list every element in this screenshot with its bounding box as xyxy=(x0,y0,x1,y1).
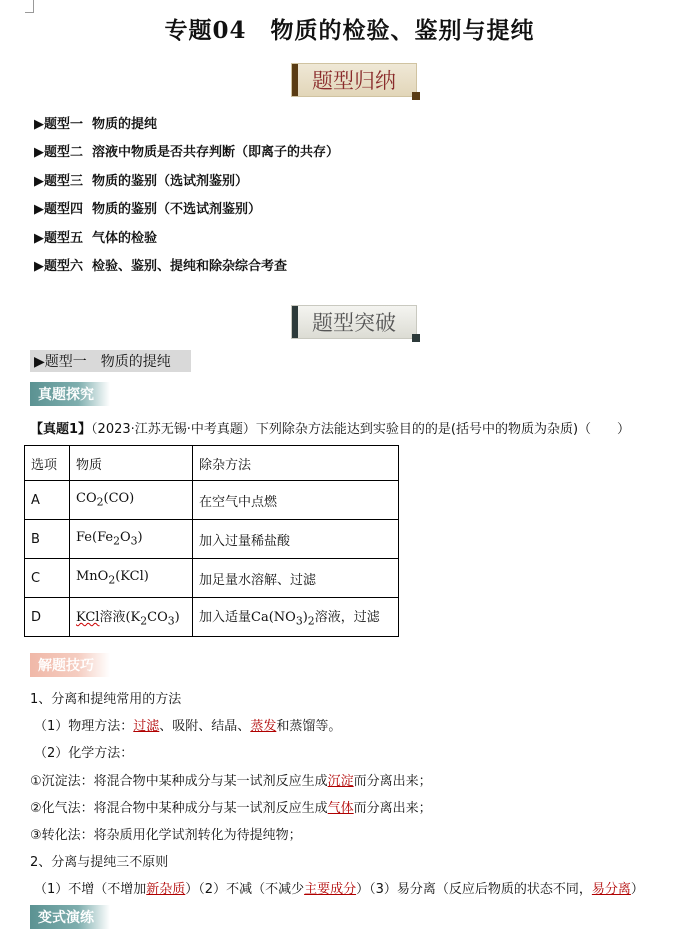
answer-blank: 蒸发 xyxy=(250,719,277,734)
tag-variant-practice: 变式演练 xyxy=(30,905,110,929)
answer-blank: 易分离 xyxy=(591,882,631,897)
method-text: 在空气中点燃 xyxy=(193,481,399,520)
method-text: 加入过量稀盐酸 xyxy=(193,520,399,559)
text: 而分离出来； xyxy=(353,801,432,816)
header-substance: 物质 xyxy=(70,446,193,481)
toc-text: 气体的检验 xyxy=(92,230,158,246)
options-table xyxy=(24,445,399,637)
option-letter: C xyxy=(25,559,70,598)
banner-question-types: 题型归纳 xyxy=(291,63,417,97)
tips-gasification xyxy=(30,797,432,816)
tips-heading-2: 2、分离与提纯三不原则 xyxy=(30,855,169,870)
method-text: 加足量水溶解、过滤 xyxy=(193,559,399,598)
option-letter: B xyxy=(25,520,70,559)
toc-item xyxy=(34,222,339,251)
table-row xyxy=(25,520,399,559)
substance-formula: $Fe(Fe_2O_3)$ xyxy=(70,520,193,559)
header-method: 除杂方法 xyxy=(193,446,399,481)
answer-blank: 过滤 xyxy=(133,719,160,734)
text: ） xyxy=(630,882,644,897)
option-letter: A xyxy=(25,481,70,520)
toc-text: 溶液中物质是否共存判断（即离子的共存） xyxy=(92,145,340,161)
question-type-list xyxy=(34,108,339,279)
text: ）（3）易分离（反应后物质的状态不同， xyxy=(356,882,592,897)
tips-principles xyxy=(34,878,644,897)
toc-text: 物质的提纯 xyxy=(92,116,158,132)
tips-heading-1: 1、分离和提纯常用的方法 xyxy=(30,692,182,707)
text: ②化气法：将混合物中某种成分与某一试剂反应生成 xyxy=(30,801,328,816)
text: 和蒸馏等。 xyxy=(276,719,342,734)
answer-blank: 沉淀 xyxy=(327,774,354,789)
toc-text: 物质的鉴别（选试剂鉴别） xyxy=(92,173,249,189)
text: （1）物理方法： xyxy=(34,719,134,734)
page-title: 专题04 物质的检验、鉴别与提纯 xyxy=(164,17,535,44)
tips-conversion: ③转化法：将杂质用化学试剂转化为待提纯物； xyxy=(30,828,302,843)
toc-number: ▶题型一 xyxy=(34,116,83,132)
tips-precipitation xyxy=(30,770,432,789)
toc-item xyxy=(34,137,339,166)
answer-blank: 新杂质 xyxy=(146,882,186,897)
method-text: 加入适量$Ca(NO_3)_2$溶液，过滤 xyxy=(193,598,399,637)
substance-formula: $CO_2(CO)$ xyxy=(70,481,193,520)
toc-number: ▶题型三 xyxy=(34,173,83,189)
text: ①沉淀法：将混合物中某种成分与某一试剂反应生成 xyxy=(30,774,328,789)
table-row xyxy=(25,481,399,520)
section-heading: ▶题型一 物质的提纯 xyxy=(30,350,191,372)
question-label: 【真题1】 xyxy=(30,422,92,437)
answer-blank: 气体 xyxy=(327,801,354,816)
toc-number: ▶题型二 xyxy=(34,145,83,161)
toc-item xyxy=(34,251,339,280)
table-header-row xyxy=(25,446,399,481)
toc-number: ▶题型五 xyxy=(34,230,83,246)
toc-text: 物质的鉴别（不选试剂鉴别） xyxy=(92,202,262,218)
text: ）（2）不减（不减少 xyxy=(185,882,305,897)
header-option: 选项 xyxy=(25,446,70,481)
method-post: 溶液，过滤 xyxy=(314,610,380,626)
text: 而分离出来； xyxy=(353,774,432,789)
toc-item xyxy=(34,194,339,223)
tag-real-exam: 真题探究 xyxy=(30,382,110,406)
text: （1）不增（不增加 xyxy=(34,882,147,897)
answer-blank: 主要成分 xyxy=(304,882,357,897)
toc-text: 检验、鉴别、提纯和除杂综合考查 xyxy=(92,259,288,275)
banner-breakthrough: 题型突破 xyxy=(291,305,417,339)
tag-solving-tips: 解题技巧 xyxy=(30,653,110,677)
tips-chemical-methods: （2）化学方法： xyxy=(34,746,134,761)
table-row xyxy=(25,598,399,637)
table-row xyxy=(25,559,399,598)
text: 、吸附、结晶、 xyxy=(159,719,251,734)
method-pre: 加入适量 xyxy=(199,610,252,626)
question-stem xyxy=(30,418,630,437)
toc-number: ▶题型六 xyxy=(34,259,83,275)
toc-item xyxy=(34,165,339,194)
tips-physical-methods xyxy=(34,715,341,734)
substance-formula: MnO$_2$(KCl) xyxy=(70,559,193,598)
option-letter: D xyxy=(25,598,70,637)
toc-number: ▶题型四 xyxy=(34,202,83,218)
toc-item xyxy=(34,108,339,137)
question-text: （2023·江苏无锡·中考真题）下列除杂方法能达到实验目的的是(括号中的物质为杂质)（ ） xyxy=(91,422,631,437)
substance-formula: KCl溶液$(K_2CO_3)$ xyxy=(70,598,193,637)
